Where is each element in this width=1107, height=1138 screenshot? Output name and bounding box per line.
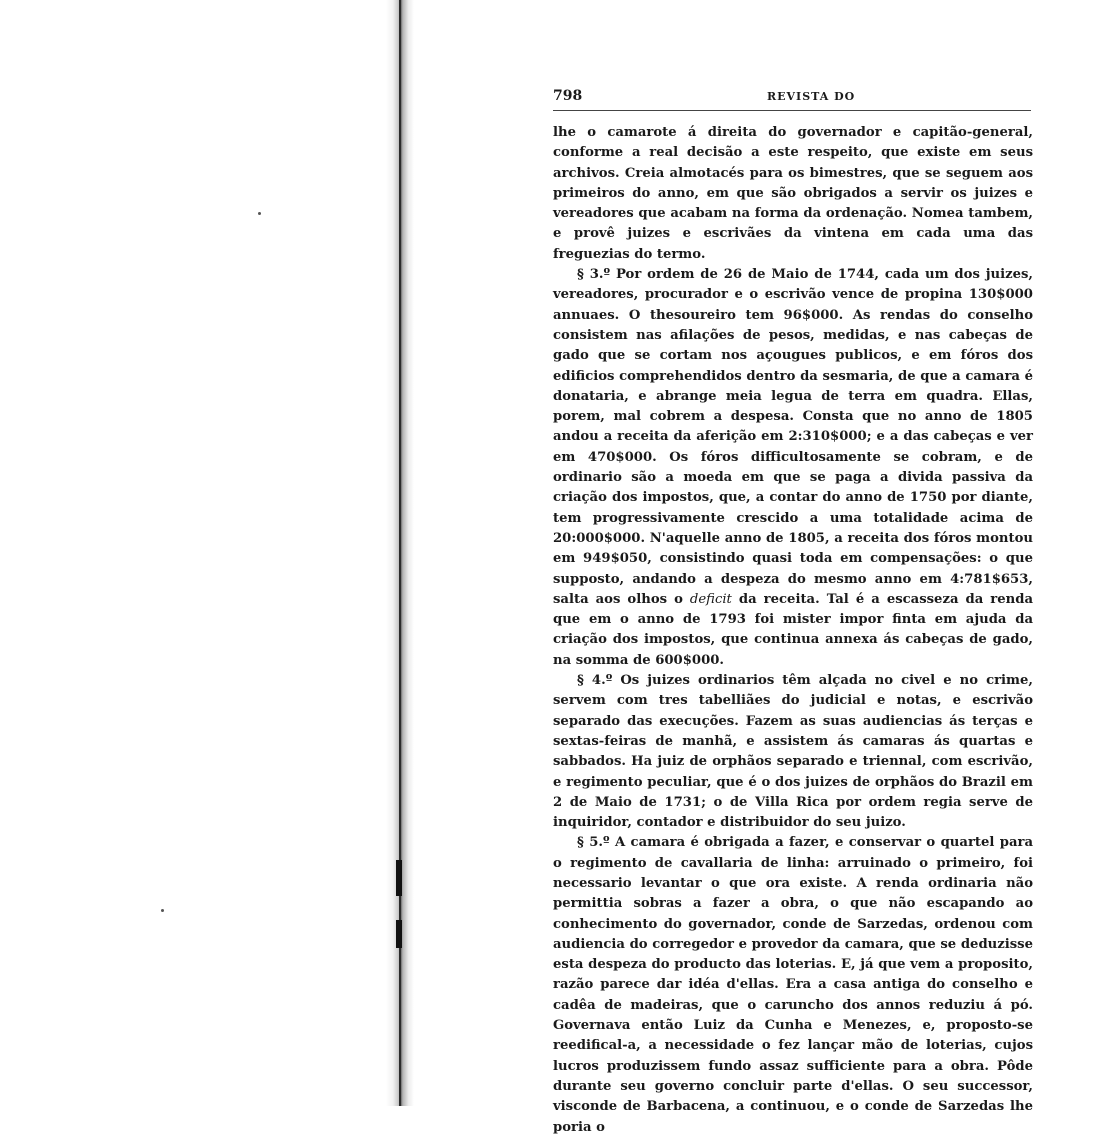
header-rule [553,110,1031,111]
gutter-blemish-upper [396,860,402,896]
page-header [553,88,1033,108]
paper-speck [161,909,164,912]
paragraph-text: § 3.º Por ordem de 26 de Maio de 1744, cada um dos juizes, vereadores, procurador e o escrivão vence de propina 130$000 annuaes. O thesoureiro tem 96$000. As rendas do conselho consistem nas afilações de pesos, medidas, e nas cabeças de gado que se cortam nos açougues publicos, e em fóros dos edificios comprehendidos dentro da sesmaria, de que a camara é donataria, e abrange meia legua de terra em quadra. Ellas, porem, mal cobrem a despesa. Consta que no anno de 1805 andou a receita da aferição em 2:310$000; e a das cabeças e ver em 470$000. Os fóros difficultosamente se cobram, e de ordinario são a moeda em que se paga a divida passiva da criação dos impostos, que, a contar do anno de 1750 por diante, tem progressivamente crescido a uma totalidade acima de 20:000$000. N'aquelle anno de 1805, a receita dos fóros montou em 949$050, consistindo quasi toda em compensações: o que supposto, andando a despeza do mesmo anno em 4:781$653, salta aos olhos o [553,267,1033,607]
paragraph-section-3 [553,265,1033,671]
book-page [553,88,1033,1138]
page-number: 798 [553,88,583,104]
paragraph-section-4: § 4.º Os juizes ordinarios têm alçada no civel e no crime, servem com tres tabelliães do judicial e notas, e escrivão separado das execuções. Fazem as suas audiencias ás terças e sextas-feiras de manhã, e assistem ás camaras ás quartas e sabbados. Ha juiz de orphãos separado e triennal, com escrivão, e regimento peculiar, que é o dos juizes de orphãos do Brazil em 2 de Maio de 1731; o de Villa Rica por ordem regia serve de inquiridor, contador e distribuidor do seu juizo. [553,673,1033,831]
paragraph-text: da receita. Tal é a escasseza da renda que em o anno de 1793 foi mister impor finta em ajuda da criação dos impostos, que continua annexa ás cabeças de gado, na somma de 600$000. [553,591,1033,668]
gutter-blemish-lower [396,920,402,948]
paragraph-section-5: § 5.º A camara é obrigada a fazer, e conservar o quartel para o regimento de cavallaria de linha: arruinado o primeiro, foi necessario levantar o que ora existe. A renda ordinaria não permittia sobras a fazer a obra, o que não escapando ao conhecimento do governador, conde de Sarzedas, ordenou com audiencia do corregedor e provedor da camara, que se deduzisse esta despeza do producto das loterias. E, já que vem a proposito, razão parece dar idéa d'ellas. Era a casa antiga do conselho e cadêa de madeiras, que o caruncho dos annos reduziu á pó. Governava então Luiz da Cunha e Menezes, e, proposto-se reedifical-a, a necessidade o fez lançar mão de loterias, cujos lucros produzissem fundo assaz sufficiente para a obra. Pôde durante seu governo concluir parte d'ellas. O seu successor, visconde de Barbacena, a continuou, e o conde de Sarzedas lhe poria o [553,835,1033,1135]
paragraph-continuation: lhe o camarote á direita do governador e capitão-general, conforme a real decisão a este respeito, que existe em seus archivos. Creia almotacés para os bimestres, que se seguem aos primeiros do anno, em que são obrigados a servir os juizes e vereadores que acabam na forma da ordenação. Nomea tambem, e provê juizes e escrivães da vintena em cada uma das freguezias do termo. [553,125,1033,262]
italic-term: deficit [689,591,732,607]
running-head: REVISTA DO [767,90,856,103]
body-text [553,123,1033,1138]
paper-speck [258,212,261,215]
